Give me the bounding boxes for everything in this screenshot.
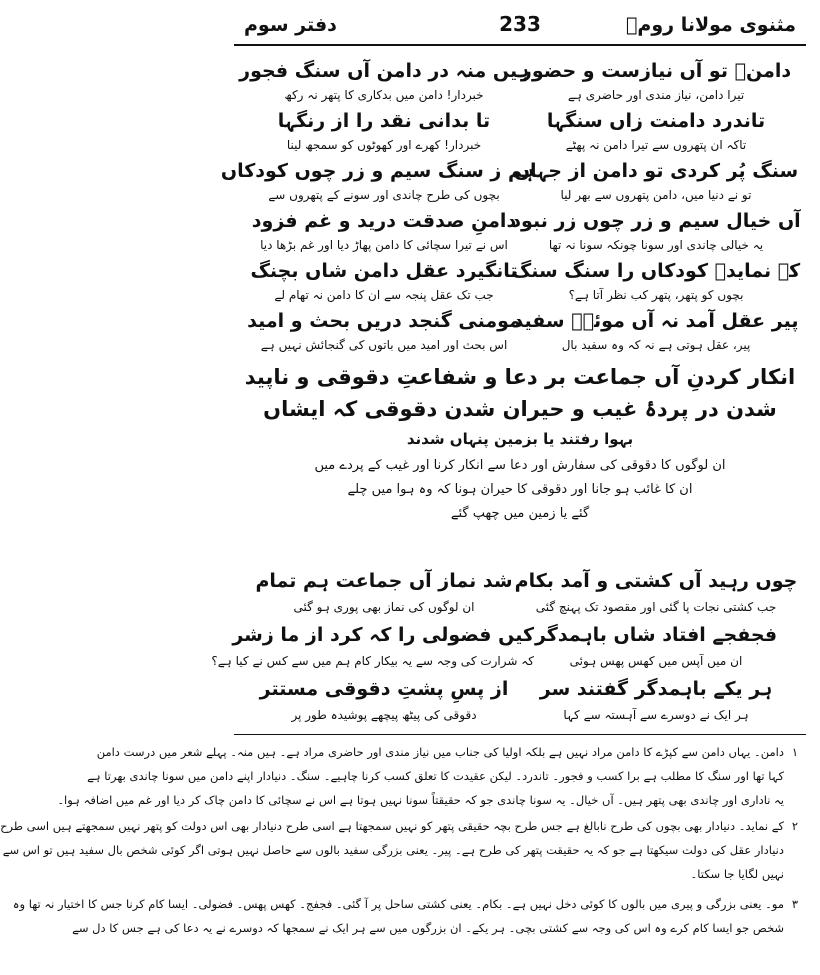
footnote-text: دنیادار عقل کی دولت سیکھتا ہے جو کہ یہ حقیقت پتھر کی طرح ہے۔ پیر۔ یعنی بزرگی سفید بالوں سے حاصل نہیں ہوتی اگر کوئی شخص بال سفید ہیں تو اس سے — [2, 843, 784, 857]
verse-right: تاندرد دامنت زاں سنگہا — [546, 110, 766, 132]
section-heading-line: شدن در پردۂ غیب و حیران شدن دقوقی کہ ایشاں — [263, 397, 777, 421]
translation-left: کہ شرارت کی وجہ سے یہ بیکار کام ہم میں سے کس نے کیا ہے؟ — [211, 654, 534, 668]
translation-right: جب کشتی نجات پا گئی اور مقصود تک پہنچ گئی — [535, 600, 777, 614]
footnote-line — [87, 768, 806, 785]
footnote-text: نہیں لگایا جا سکتا۔ — [690, 867, 784, 881]
verse-left: تا بدانی نقد را از رنگہا — [277, 110, 491, 132]
verse-right: چوں رہید آں کشتی و آمد بکام — [514, 570, 798, 592]
footnote-rule — [234, 734, 806, 735]
footnote-line — [0, 818, 806, 835]
translation-right: تو نے دنیا میں، دامن پتھروں سے بھر لیا — [560, 188, 752, 202]
verse-right: ہر یکے باہمدگر گفتند سر — [539, 678, 773, 700]
verse-right: سنگ پُر کردی تو دامن از جہاں — [513, 160, 799, 182]
translation-left: دقوقی کی پیٹھ پیچھے پوشیدہ طور پر — [291, 708, 477, 722]
translation-right: تاکہ ان پتھروں سے تیرا دامن نہ پھٹے — [565, 138, 747, 152]
page-number: 233 — [499, 12, 541, 36]
translation-left: ان لوگوں کی نماز بھی پوری ہو گئی — [293, 600, 475, 614]
translation-left: اس بحث اور امید میں باتوں کی گنجائش نہیں ہے — [260, 338, 508, 352]
section-translation-line: گئے یا زمین میں چھپ گئے — [450, 506, 590, 521]
footnote-text: دامن۔ یہاں دامن سے کپڑے کا دامن مراد نہیں ہے بلکہ اولیا کی جناب میں نیاز مندی اور حاضری مراد ہے۔ ہیں منہ۔ پہلے شعر میں درست دامن — [96, 745, 784, 759]
verse-left: ہیں منہ در دامن آں سنگ فجور — [239, 60, 529, 82]
verse-left: ہم ز سنگ سیم و زر چوں کودکاں — [220, 160, 534, 182]
translation-right: بچوں کو پتھر، پتھر کب نظر آتا ہے؟ — [568, 288, 744, 302]
verse-right: آں خیال سیم و زر چوں زر نبود — [511, 210, 801, 232]
translation-right: ہر ایک نے دوسرے سے آہستہ سے کہا — [563, 708, 749, 722]
verse-left: کیں فضولی را کہ کرد از ما زشر — [232, 624, 534, 646]
book-title: مثنوی مولانا رومؒ — [626, 14, 796, 36]
translation-left: بچوں کی طرح چاندی اور سونے کے پتھروں سے — [268, 188, 500, 202]
verse-right: دامنؔ تو آں نیازست و حضور — [520, 60, 792, 82]
verse-left: از پسِ پشتِ دقوقی مستتر — [259, 678, 509, 700]
header-rule — [234, 44, 806, 46]
volume-title: دفتر سوم — [244, 14, 337, 36]
translation-left: اس نے تیرا سچائی کا دامن پھاڑ دیا اور غم بڑھا دیا — [260, 238, 508, 252]
footnote-line — [57, 792, 806, 809]
footnote-line — [2, 842, 806, 859]
footnote-number: ۲ — [791, 819, 799, 833]
translation-left: جب تک عقل پنجہ سے ان کا دامن نہ تھام لے — [274, 288, 494, 302]
footnote-line — [234, 866, 806, 883]
translation-right: تیرا دامن، نیاز مندی اور حاضری ہے — [567, 88, 745, 102]
verse-left: شد نماز آں جماعت ہم تمام — [255, 570, 513, 592]
translation-right: ان میں آپس میں کھس پھس ہوئی — [569, 654, 743, 668]
footnote-text: یہ ناداری اور چاندی بھی پتھر ہیں۔ آں خیال۔ یہ سونا چاندی جو کہ حقیقتاً سونا نہیں ہوتا ہے اس نے سچائی کا دامن چاک کر دیا اور غم میں اضافہ ہوا۔ — [57, 793, 784, 807]
footnote-text: کہا تھا اور سنگ کا مطلب ہے برا کسب و فجور۔ تاندرد۔ لیکن عقیدت کا تعلق کسب کرنا چاہیے۔ سنگ۔ دنیادار اپنے دامن میں سونا چاندی بھرتا ہے — [87, 769, 784, 783]
footnote-number: ۳ — [791, 897, 799, 911]
verse-left: تانگیرد عقل دامن شاں بچنگ — [250, 260, 518, 282]
page-header — [234, 10, 806, 44]
verse-right: پیر عقل آمد نہ آں موئےؔ سفید — [513, 310, 799, 332]
translation-right: پیر، عقل ہوتی ہے نہ کہ وہ سفید بال — [561, 338, 751, 352]
footnote-number: ۱ — [791, 745, 799, 759]
footnote-line — [96, 744, 806, 761]
footnote-text: کے نماید۔ دنیادار بھی بچوں کی طرح نابالغ ہے جس طرح بچہ حقیقی پتھر کو نہیں سمجھتا ہے اسی طرح دنیادار بھی اس دولت کو پتھر نہیں سمجھتے ہیں اسی طرح — [0, 819, 784, 833]
translation-left: خبردار! دامن میں بدکاری کا پتھر نہ رکھ — [284, 88, 484, 102]
verse-right: فجفجے افتاد شاں باہمدگر — [534, 624, 778, 646]
section-translation-line: ان لوگوں کا دقوقی کی سفارش اور دعا سے انکار کرنا اور غیب کے پردے میں — [314, 458, 726, 473]
footnote-line — [12, 896, 806, 913]
footnote-line — [72, 920, 806, 937]
translation-left: خبردار! کھرے اور کھوٹوں کو سمجھ لینا — [286, 138, 482, 152]
verse-left: مومنی گنجد دریں بحث و امید — [247, 310, 521, 332]
footnote-text: مو۔ یعنی بزرگی و پیری میں بالوں کا کوئی دخل نہیں ہے۔ بکام۔ یعنی کشتی ساحل پر آ گئی۔ فجفج۔ کھس پھس۔ فضولی۔ ایسا کام کرنا جس کا اختیار نہ تھا وہ — [12, 897, 784, 911]
verse-left: دامنِ صدقت درید و غم فزود — [251, 210, 517, 232]
translation-right: یہ خیالی چاندی اور سونا چونکہ سونا نہ تھا — [548, 238, 764, 252]
section-heading-line: انکار کردنِ آں جماعت بر دعا و شفاعتِ دقوقی و ناپید — [244, 365, 796, 389]
footnote-text: شخص جو ایسا کام کرے وہ اس کی وجہ سے کشتی بچی۔ ہر یکے۔ ان بزرگوں میں سے ہر ایک نے سمجھا کہ دوسرے نے یہ دعا کی ہے جس کا دل سے — [72, 921, 784, 935]
section-heading-line: بہوا رفتند یا بزمین پنہاں شدند — [406, 430, 634, 448]
section-translation-line: ان کا غائب ہو جانا اور دقوقی کا حیران ہونا کہ وہ ہوا میں چلے — [347, 482, 693, 497]
verse-right: کے نمایدؔ کودکاں را سنگ سنگ — [511, 260, 801, 282]
